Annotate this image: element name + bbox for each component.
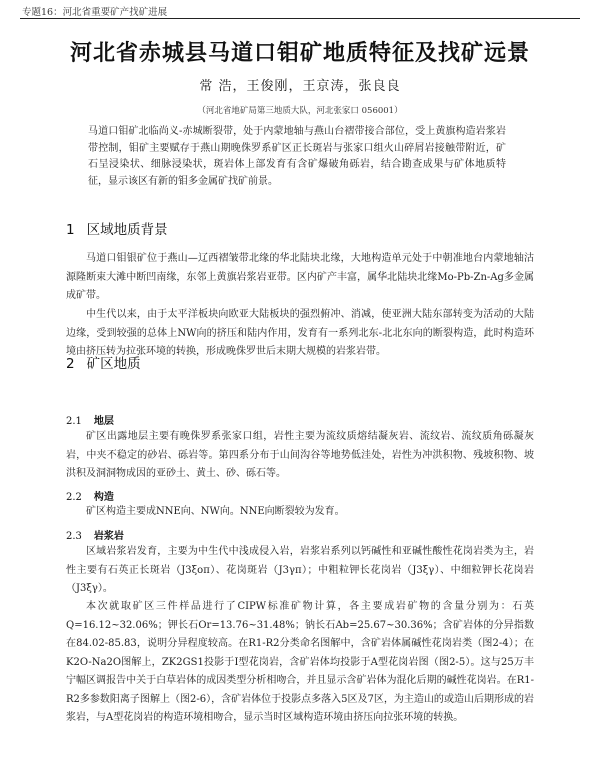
paragraph-strata: 矿区出露地层主要有晚侏罗系张家口组，岩性主要为流纹质熔结凝灰岩、流纹岩、流纹质角砾凝灰岩，中夹不稳定的砂岩、砾岩等。第四系分布于山间沟谷等地势低洼处，岩性为冲洪积物、残坡积物、坡洪积及洞洞物成因的亚砂土、黄土、砂、砾石等。 [66,431,534,479]
subsection-title: 构造 [93,492,114,503]
section-number: 2 [66,356,75,372]
section-title: 矿区地质 [86,356,141,372]
subsection-title: 岩浆岩 [93,531,124,542]
subsection-number: 2.2 [66,492,82,503]
paragraph-regional-1: 马道口钼银矿位于燕山—辽西褶皱带北缘的华北陆块北缘，大地构造单元处于中朝准地台内蒙地轴沽源隆断束大滩中断凹南缘，东邻上黄旗岩浆岩亚带。区内矿产丰富，属华北陆块北缘Mo-Pb-Zn-Ag多金属成矿带。 [66,253,534,301]
paragraph-structure: 矿区构造主要成NNE向、NW向。NNE向断裂较为发育。 [86,506,345,517]
section-heading [66,218,168,238]
section-heading [66,352,141,372]
affiliation: （河北省地矿局第三地质大队，河北张家口 056001） [197,106,403,116]
paper-title: 河北省赤城县马道口钼矿地质特征及找矿远景 [69,41,530,66]
subsection-heading [66,412,114,427]
paragraph-magmatic-1: 区域岩浆岩发育，主要为中生代中浅成侵入岩，岩浆岩系列以钙碱性和亚碱性酸性花岗岩类为主，岩性主要有石英正长斑岩（J3ξoπ）、花岗斑岩（J3γπ）；中粗粒钾长花岗岩（J3ξγ）、中细粒钾长花岗岩（J3ξγ）。 [66,546,534,594]
header-rule [20,18,580,19]
running-head: 专题16：河北省重要矿产找矿进展 [22,7,168,18]
abstract: 马道口钼矿北临尚义-赤城断裂带，处于内蒙地轴与燕山台褶带接合部位，受上黄旗构造岩浆岩带控制，钼矿主要赋存于燕山期晚侏罗系矿区正长斑岩与张家口组火山碎屑岩接触带附近，矿石呈浸染状、细脉浸染状，斑岩体上部发育有含矿爆破角砾岩，结合勘查成果与矿体地质特征，显示该区有新的钼多金属矿找矿前景。 [88,126,506,187]
subsection-title: 地层 [93,416,114,427]
subsection-number: 2.3 [66,531,82,542]
author-list: 常 浩，王俊刚，王京涛，张良良 [199,79,401,94]
subsection-number: 2.1 [66,416,82,427]
subsection-heading [66,527,124,542]
section-number: 1 [66,222,75,238]
paragraph-regional-2: 中生代以来，由于太平洋板块向欧亚大陆板块的强烈俯冲、消减，使亚洲大陆东部转变为活动的大陆边缘，受到较强的总体上NW向的挤压和陆内作用，发育有一系列北东-北北东向的断裂构造，此时构造环境由挤压转为拉张环境的转换，形成晚侏罗世后末期大规模的岩浆岩带。 [66,309,534,357]
paragraph-magmatic-2: 本次就取矿区三件样品进行了CIPW标准矿物计算，各主要成岩矿物的含量分别为：石英Q=16.12~32.06%；钾长石Or=13.76~31.48%；钠长石Ab=25.67~30.36%；含矿岩体的分异指数在84.02-85.83，说明分异程度较高。在R1-R2分类命名图解中，含矿岩体属碱性花岗岩类（图2-4）；在K2O-Na2O图解上，ZK2GS1投影于I型花岗岩，含矿岩体均投影于A型花岗岩图（图2-5）。这与25万丰宁幅区调报告中关于白草岩体的成因类型分析相吻合，并且显示含矿岩体为混化后期的碱性花岗岩。在R1-R2多参数阳离子图解上（图2-6），含矿岩体位于投影点多落入5区及7区，为主造山的或造山后期形成的岩浆岩，与A型花岗岩的构造环境相吻合，显示当时区域构造环境由挤压向拉张环境的转换。 [66,601,534,723]
section-title: 区域地质背景 [86,222,168,238]
subsection-heading [66,488,114,503]
